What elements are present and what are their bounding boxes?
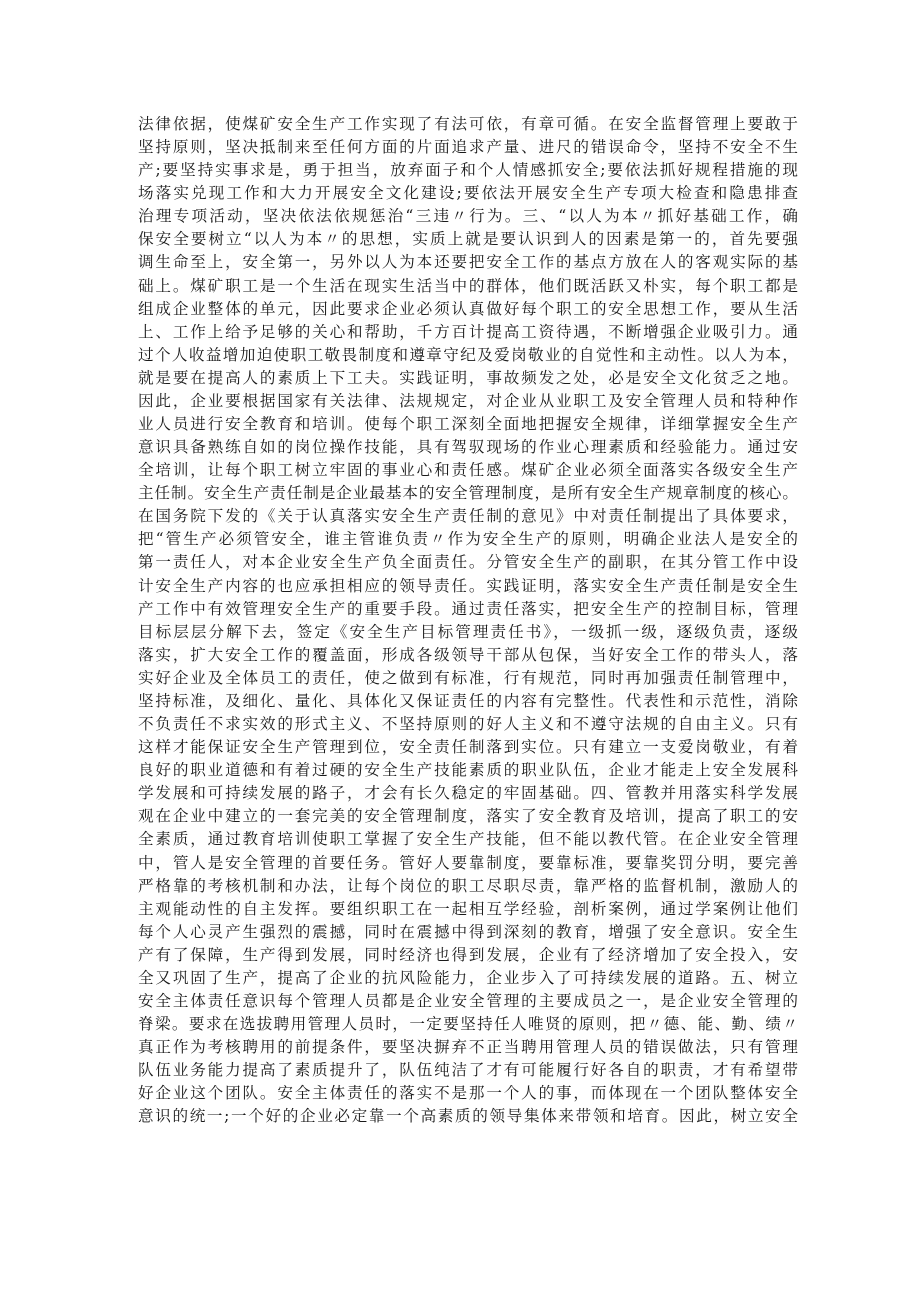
text-line: 这样才能保证安全生产管理到位，安全责任制落到实位。只有建立一支爱岗敬业，有着 <box>138 738 798 757</box>
text-line: 组成企业整体的单元，因此要求企业必须认真做好每个职工的安全思想工作，要从生活 <box>138 299 798 318</box>
text-line: 目标层层分解下去，签定《安全生产目标管理责任书》，一级抓一级，逐级负责，逐级 <box>138 622 798 641</box>
text-line: 就是要在提高人的素质上下工夫。实践证明，事故频发之处，必是安全文化贫乏之地。 <box>138 368 798 387</box>
text-line: 不负责任不求实效的形式主义、不坚持原则的好人主义和不遵守法规的自由主义。只有 <box>138 715 798 734</box>
text-line: 在国务院下发的《关于认真落实安全生产责任制的意见》中对责任制提出了具体要求， <box>138 507 798 526</box>
text-line: 法律依据，使煤矿安全生产工作实现了有法可依，有章可循。在安全监督管理上要敢于 <box>138 115 798 133</box>
text-line: 脊梁。要求在选拔聘用管理人员时，一定要坚持任人唯贤的原则，把〃德、能、勤、绩〃 <box>138 1015 798 1034</box>
text-line: 业人员进行安全教育和培训。使每个职工深刻全面地把握安全规律，详细掌握安全生产 <box>138 415 798 434</box>
text-line: 因此，企业要根据国家有关法律、法规规定，对企业从业职工及安全管理人员和特种作 <box>138 391 798 410</box>
body-text <box>138 113 798 1128</box>
text-line: 良好的职业道德和有着过硬的安全生产技能素质的职业队伍，企业才能走上安全发展科 <box>138 761 798 780</box>
text-line: 上、工作上给予足够的关心和帮助，千方百计提高工资待遇，不断增强企业吸引力。通 <box>138 322 798 341</box>
text-line: 好企业这个团队。安全主体责任的落实不是那一个人的事，而体现在一个团队整体安全 <box>138 1084 798 1103</box>
text-line: 每个人心灵产生强烈的震撼，同时在震撼中得到深刻的教育，增强了安全意识。安全生 <box>138 922 798 941</box>
text-line: 过个人收益增加迫使职工敬畏制度和遵章守纪及爱岗敬业的自觉性和主动性。以人为本， <box>138 345 798 364</box>
text-line: 全素质，通过教育培训使职工掌握了安全生产技能，但不能以教代管。在企业安全管理 <box>138 830 798 849</box>
text-line: 全又巩固了生产，提高了企业的抗风险能力，企业步入了可持续发展的道路。五、树立 <box>138 968 798 987</box>
text-line: 学发展和可持续发展的路子，才会有长久稳定的牢固基础。四、管教并用落实科学发展 <box>138 784 798 803</box>
text-line: 实好企业及全体员工的责任，使之做到有标准，行有规范，同时再加强责任制管理中， <box>138 668 798 687</box>
text-line: 真正作为考核聘用的前提条件，要坚决摒弃不正当聘用管理人员的错误做法，只有管理 <box>138 1038 798 1057</box>
text-line: 场落实兑现工作和大力开展安全文化建设;要依法开展安全生产专项大检查和隐患排查 <box>138 184 798 203</box>
text-line: 中，管人是安全管理的首要任务。管好人要靠制度，要靠标准，要靠奖罚分明，要完善 <box>138 853 798 872</box>
text-line: 坚持标准，及细化、量化、具体化又保证责任的内容有完整性。代表性和示范性，消除 <box>138 691 798 710</box>
text-line: 意识的统一;一个好的企业必定靠一个高素质的领导集体来带领和培育。因此，树立安全 <box>138 1107 798 1126</box>
text-line: 观在企业中建立的一套完美的安全管理制度，落实了安全教育及培训，提高了职工的安 <box>138 807 798 826</box>
text-line: 安全主体责任意识每个管理人员都是企业安全管理的主要成员之一，是企业安全管理的 <box>138 991 798 1010</box>
text-line: 落实，扩大安全工作的覆盖面，形成各级领导干部从包保，当好安全工作的带头人，落 <box>138 645 798 664</box>
text-line: 第一责任人，对本企业安全生产负全面责任。分管安全生产的副职，在其分管工作中设 <box>138 553 798 572</box>
text-line: 产有了保障，生产得到发展，同时经济也得到发展，企业有了经济增加了安全投入，安 <box>138 945 798 964</box>
text-line: 队伍业务能力提高了素质提升了，队伍纯洁了才有可能履行好各自的职责，才有希望带 <box>138 1061 798 1080</box>
text-line: 主观能动性的自主发挥。要组织职工在一起相互学经验，剖析案例，通过学案例让他们 <box>138 899 798 918</box>
text-line: 坚持原则，坚决抵制来至任何方面的片面追求产量、进尺的错误命令，坚持不安全不生 <box>138 138 798 157</box>
text-line: 调生命至上，安全第一，另外以人为本还要把安全工作的基点方放在人的客观实际的基 <box>138 253 798 272</box>
text-line: 保安全要树立“以人为本〃的思想，实质上就是要认识到人的因素是第一的，首先要强 <box>138 230 798 249</box>
text-line: 础上。煤矿职工是一个生活在现实生活当中的群体，他们既活跃又朴实，每个职工都是 <box>138 276 798 295</box>
text-line: 把“管生产必须管安全，谁主管谁负责〃作为安全生产的原则，明确企业法人是安全的 <box>138 530 798 549</box>
text-line: 计安全生产内容的也应承担相应的领导责任。实践证明，落实安全生产责任制是安全生 <box>138 576 798 595</box>
text-line: 意识具备熟练自如的岗位操作技能，具有驾驭现场的作业心理素质和经验能力。通过安 <box>138 438 798 457</box>
text-line: 治理专项活动，坚决依法依规惩治“三违〃行为。三、“以人为本〃抓好基础工作，确 <box>138 207 798 226</box>
text-line: 主任制。安全生产责任制是企业最基本的安全管理制度，是所有安全生产规章制度的核心。 <box>138 484 798 503</box>
text-line: 产;要坚持实事求是，勇于担当，放弃面子和个人情感抓安全;要依法抓好规程措施的现 <box>138 161 798 180</box>
text-line: 产工作中有效管理安全生产的重要手段。通过责任落实，把安全生产的控制目标，管理 <box>138 599 798 618</box>
text-line: 严格靠的考核机制和办法，让每个岗位的职工尽职尽责，靠严格的监督机制，激励人的 <box>138 876 798 895</box>
text-line: 全培训，让每个职工树立牢固的事业心和责任感。煤矿企业必须全面落实各级安全生产 <box>138 461 798 480</box>
